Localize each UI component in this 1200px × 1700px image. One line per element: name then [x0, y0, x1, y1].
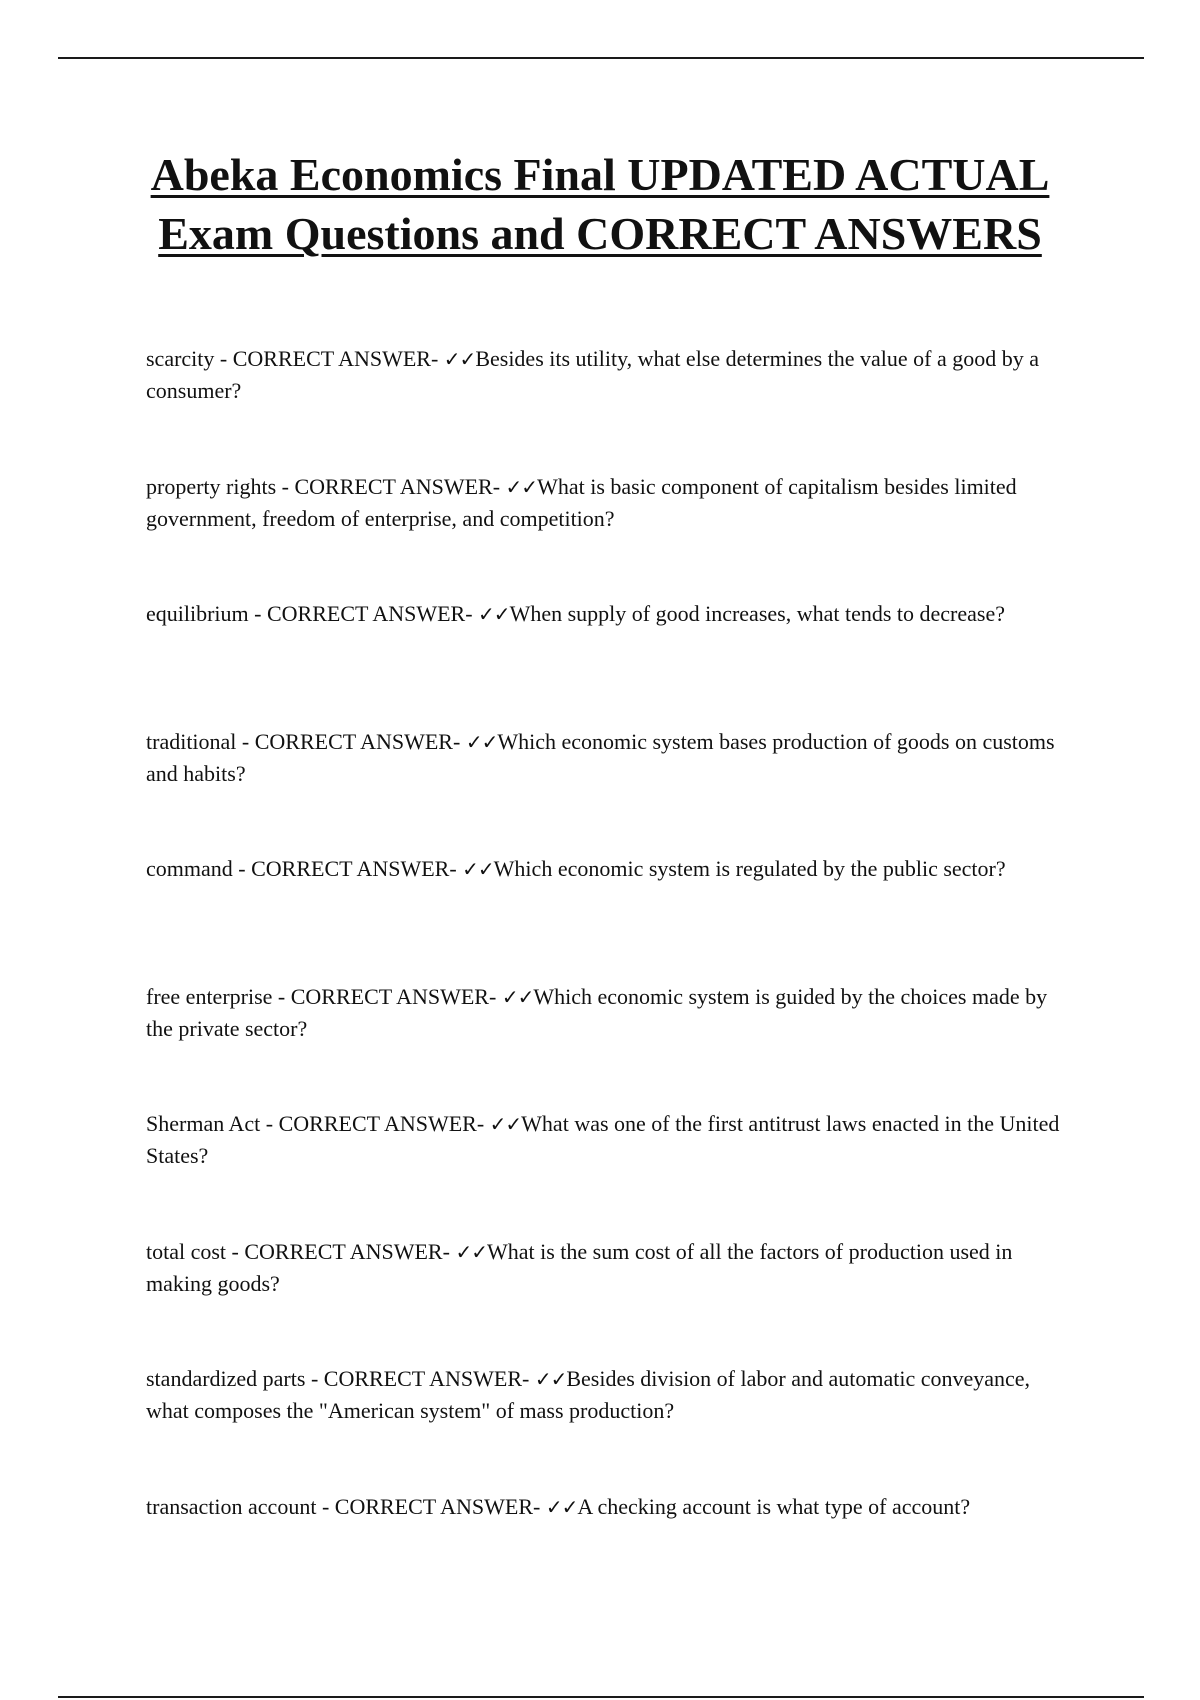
- answer-text: traditional: [146, 728, 237, 754]
- double-check-icon: ✓✓: [462, 857, 494, 881]
- question-text: When supply of good increases, what tends to decrease?: [509, 601, 1006, 626]
- qa-item: [146, 981, 1066, 1109]
- double-check-icon: ✓✓: [501, 984, 534, 1009]
- top-rule: [58, 57, 1144, 59]
- qa-item: [146, 726, 1066, 854]
- double-check-icon: ✓✓: [545, 1494, 578, 1519]
- question-text: What is the sum cost of all the factors of production used in making goods?: [146, 1238, 1013, 1296]
- separator-text: - CORRECT ANSWER-: [272, 983, 502, 1009]
- answer-text: property rights: [146, 473, 277, 499]
- answer-text: transaction account: [146, 1493, 317, 1519]
- qa-item: [146, 471, 1066, 599]
- answer-text: Sherman Act: [146, 1111, 261, 1136]
- separator-text: - CORRECT ANSWER-: [236, 728, 466, 754]
- double-check-icon: ✓✓: [443, 347, 476, 371]
- answer-text: scarcity: [146, 346, 215, 371]
- separator-text: - CORRECT ANSWER-: [276, 473, 506, 499]
- qa-item: [146, 1236, 1066, 1364]
- double-check-icon: ✓✓: [455, 1239, 487, 1264]
- double-check-icon: ✓✓: [534, 1367, 567, 1391]
- double-check-icon: ✓✓: [489, 1112, 522, 1136]
- separator-text: - CORRECT ANSWER-: [214, 346, 444, 371]
- qa-item: [146, 1491, 1066, 1619]
- double-check-icon: ✓✓: [478, 602, 510, 626]
- question-text: Besides its utility, what else determines the value of a good by a consumer?: [146, 346, 1040, 403]
- qa-list: [146, 343, 1066, 1618]
- page-title: Abeka Economics Final UPDATED ACTUAL Exam Questions and CORRECT ANSWERS: [150, 149, 1050, 259]
- answer-text: free enterprise: [146, 983, 273, 1009]
- answer-text: standardized parts: [146, 1366, 306, 1391]
- separator-text: - CORRECT ANSWER-: [260, 1111, 490, 1136]
- answer-text: equilibrium: [146, 601, 249, 626]
- question-text: Which economic system is regulated by the public sector?: [493, 856, 1006, 881]
- question-text: Which economic system bases production of goods on customs and habits?: [146, 728, 1055, 786]
- separator-text: - CORRECT ANSWER-: [248, 601, 479, 626]
- question-text: What was one of the first antitrust laws enacted in the United States?: [146, 1111, 1060, 1168]
- double-check-icon: ✓✓: [465, 729, 498, 754]
- qa-item: [146, 853, 1066, 981]
- separator-text: - CORRECT ANSWER-: [232, 856, 463, 881]
- double-check-icon: ✓✓: [505, 474, 538, 499]
- separator-text: - CORRECT ANSWER-: [226, 1238, 456, 1264]
- answer-text: total cost: [146, 1238, 227, 1264]
- separator-text: - CORRECT ANSWER-: [305, 1366, 535, 1391]
- qa-item: [146, 598, 1066, 726]
- qa-item: [146, 343, 1066, 471]
- question-text: Besides division of labor and automatic conveyance, what composes the "American system" of mass production?: [146, 1366, 1031, 1423]
- question-text: What is basic component of capitalism besides limited government, freedom of enterprise, and competition?: [146, 473, 1017, 531]
- qa-item: [146, 1363, 1066, 1491]
- qa-item: [146, 1108, 1066, 1236]
- question-text: A checking account is what type of account?: [577, 1493, 971, 1519]
- answer-text: command: [146, 856, 233, 881]
- separator-text: - CORRECT ANSWER-: [316, 1493, 546, 1519]
- bottom-rule: [58, 1696, 1144, 1698]
- question-text: Which economic system is guided by the choices made by the private sector?: [146, 983, 1048, 1041]
